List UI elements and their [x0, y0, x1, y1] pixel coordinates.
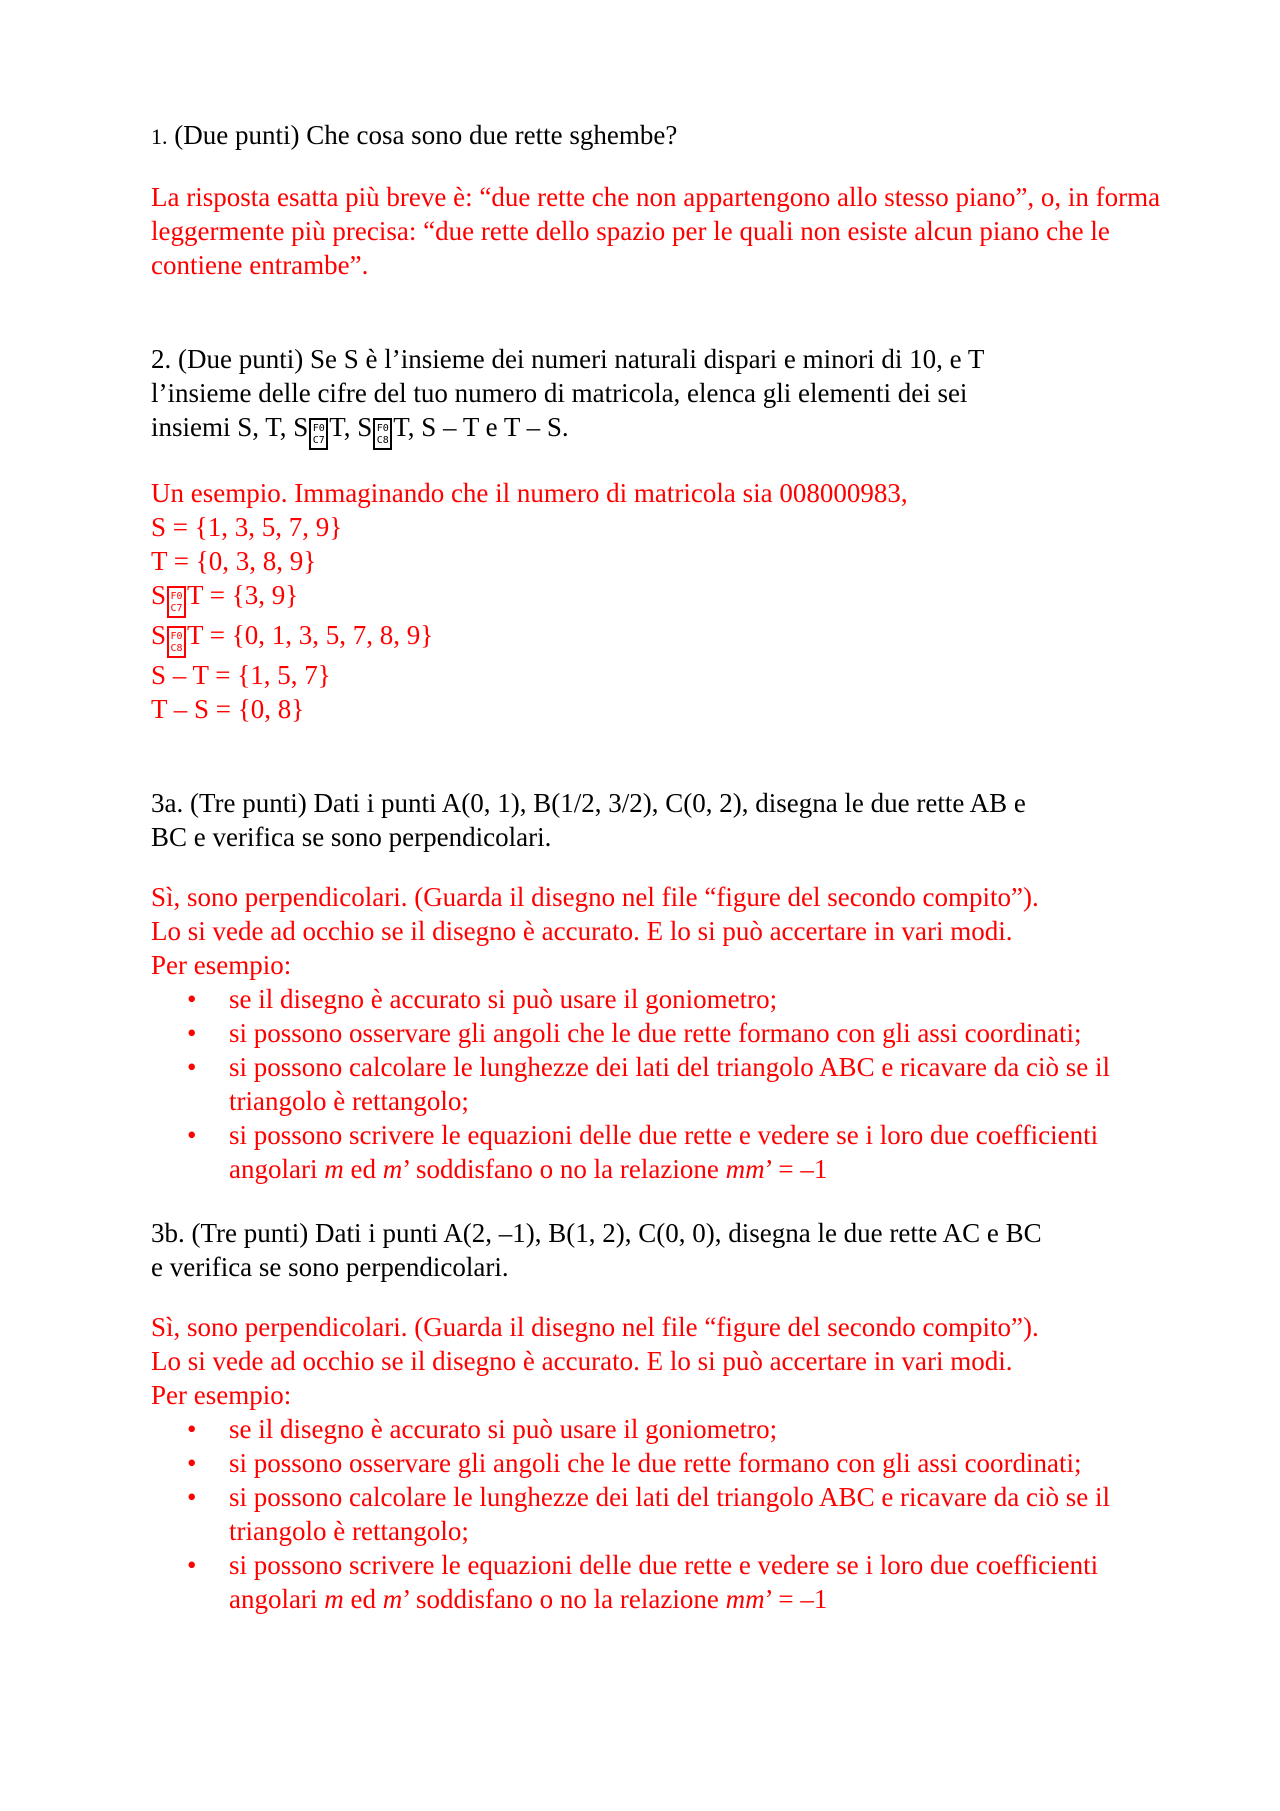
question-3a-line-2: BC e verifica se sono perpendicolari. [151, 822, 552, 852]
question-1-text: (Due punti) Che cosa sono due rette sghembe? [167, 120, 678, 150]
union-symbol-placeholder-icon: F0 C8 [373, 418, 392, 450]
list-item: • se il disegno è accurato si può usare il goniometro; [187, 984, 778, 1014]
list-item: • si possono calcolare le lunghezze dei lati del triangolo ABC e ricavare da ciò se il triangolo è rettangolo; [187, 1052, 1110, 1116]
bullet-icon: • [187, 1120, 197, 1150]
question-1-number: 1. [151, 124, 168, 149]
bullet-icon: • [187, 1052, 197, 1082]
bullet-icon: • [187, 1448, 197, 1478]
answer-3b-line-2: Lo si vede ad occhio se il disegno è accurato. E lo si può accertare in vari modi. [151, 1346, 1013, 1376]
question-3b [151, 1216, 1161, 1284]
answer-2-union: S F0 C8 T = {0, 1, 3, 5, 7, 8, 9} [151, 618, 1161, 658]
answer-2-set-s: S = {1, 3, 5, 7, 9} [151, 512, 343, 542]
list-item: • si possono calcolare le lunghezze dei lati del triangolo ABC e ricavare da ciò se il triangolo è rettangolo; [187, 1482, 1110, 1546]
question-2-line-2: l’insieme delle cifre del tuo numero di matricola, elenca gli elementi dei sei [151, 378, 968, 408]
answer-3a-line-2: Lo si vede ad occhio se il disegno è accurato. E lo si può accertare in vari modi. [151, 916, 1013, 946]
list-item: • si possono scrivere le equazioni delle due rette e vedere se i loro due coefficienti angolari m ed m’ soddisfano o no la relazione mm’ = –1 [187, 1120, 1099, 1184]
bullet-icon: • [187, 1414, 197, 1444]
question-3a-line-1: 3a. (Tre punti) Dati i punti A(0, 1), B(1/2, 3/2), C(0, 2), disegna le due rette AB e [151, 788, 1026, 818]
list-item: • si possono osservare gli angoli che le due rette formano con gli assi coordinati; [187, 1018, 1082, 1048]
question-3b-line-1: 3b. (Tre punti) Dati i punti A(2, –1), B(1, 2), C(0, 0), disegna le due rette AC e BC [151, 1218, 1042, 1248]
bullet-icon: • [187, 1018, 197, 1048]
answer-2-s-minus-t: S – T = {1, 5, 7} [151, 660, 331, 690]
list-item: • si possono scrivere le equazioni delle due rette e vedere se i loro due coefficienti angolari m ed m’ soddisfano o no la relazione mm’ = –1 [187, 1550, 1099, 1614]
intersection-symbol-placeholder-icon: F0 C7 [309, 418, 328, 450]
union-symbol-placeholder-icon: F0 C8 [167, 626, 186, 658]
question-1 [151, 118, 1161, 154]
answer-2 [151, 476, 1161, 726]
answer-3a-line-3: Per esempio: [151, 950, 292, 980]
answer-2-intersection: S F0 C7 T = {3, 9} [151, 578, 1161, 618]
answer-3b-line-1: Sì, sono perpendicolari. (Guarda il disegno nel file “figure del secondo compito”). [151, 1312, 1039, 1342]
list-item: • se il disegno è accurato si può usare il goniometro; [187, 1414, 778, 1444]
answer-3a [151, 880, 1161, 1186]
answer-3a-list [151, 982, 1161, 1186]
answer-2-set-t: T = {0, 3, 8, 9} [151, 546, 317, 576]
answer-2-intro: Un esempio. Immaginando che il numero di matricola sia 008000983, [151, 478, 908, 508]
answer-3b-list [151, 1412, 1161, 1616]
answer-1: La risposta esatta più breve è: “due rette che non appartengono allo stesso piano”, o, in forma leggermente più precisa: “due rette dello spazio per le quali non esiste alcun piano che le contiene entrambe”. [151, 182, 1161, 280]
question-2 [151, 342, 1161, 450]
bullet-icon: • [187, 1482, 197, 1512]
question-2-line-3: insiemi S, T, S F0 C7 T, S F0 C8 T, S – T e T – S. [151, 410, 1161, 450]
question-2-line-1: 2. (Due punti) Se S è l’insieme dei numeri naturali dispari e minori di 10, e T [151, 344, 985, 374]
list-item: • si possono osservare gli angoli che le due rette formano con gli assi coordinati; [187, 1448, 1082, 1478]
question-3b-line-2: e verifica se sono perpendicolari. [151, 1252, 509, 1282]
intersection-symbol-placeholder-icon: F0 C7 [167, 586, 186, 618]
answer-2-t-minus-s: T – S = {0, 8} [151, 694, 305, 724]
question-3a [151, 786, 1161, 854]
bullet-icon: • [187, 1550, 197, 1580]
answer-3b [151, 1310, 1161, 1616]
answer-3b-line-3: Per esempio: [151, 1380, 292, 1410]
bullet-icon: • [187, 984, 197, 1014]
answer-3a-line-1: Sì, sono perpendicolari. (Guarda il disegno nel file “figure del secondo compito”). [151, 882, 1039, 912]
document-page [151, 118, 1161, 1616]
